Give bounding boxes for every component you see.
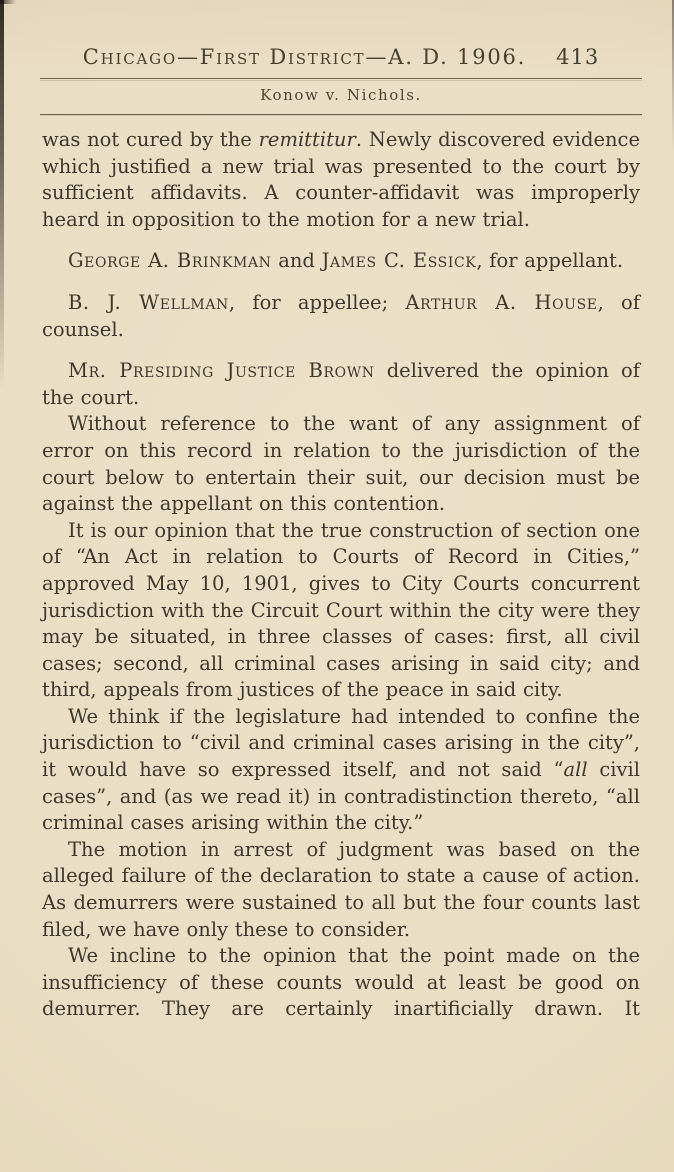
text-segment-normal: . Newly discovered evidence which justified a new trial was presented to the court by sufficient affidavits. A counter-affidavit was improperly heard in opposition to the motion for a new trial. xyxy=(42,128,640,231)
opinion-attribution-paragraph xyxy=(42,358,640,411)
opinion-body-text xyxy=(42,127,640,1023)
header-page-number: 413 xyxy=(556,45,600,69)
running-head-case-name: Konow v. Nichols. xyxy=(260,86,422,104)
syllabus-continuation-paragraph xyxy=(42,127,640,233)
text-segment-smallcaps: Arthur A. House xyxy=(405,290,598,314)
text-segment-normal: , for appellant. xyxy=(476,249,624,273)
appellee-counsel-paragraph xyxy=(42,290,640,343)
opinion-paragraph-2 xyxy=(42,518,640,704)
header-rule-bottom xyxy=(40,114,642,115)
text-segment-normal: , for appellee; xyxy=(228,290,406,314)
text-segment-normal: was not cured by the xyxy=(42,128,259,151)
text-segment-normal: We think if the legislature had intended to confine the jurisdiction to “civil and criminal cases arising in the city”, it would have so expressed itself, and not said “ xyxy=(42,704,640,782)
text-segment-smallcaps: Mr. Presiding Justice Brown xyxy=(68,359,375,383)
scan-gutter-shadow-left xyxy=(0,0,4,390)
opinion-paragraph-5 xyxy=(42,943,640,1023)
text-segment-italic: remittitur xyxy=(258,128,356,151)
text-segment-normal: Without reference to the want of any assignment of error on this record in relation to the jurisdiction of the court below to entertain their suit, our decision must be against the appellant on this contention. xyxy=(42,412,640,516)
text-segment-normal: It is our opinion that the true construction of section one of “An Act in relation to Courts of Record in Cities,” approved May 10, 1901, gives to City Courts concurrent jurisdiction with the Circuit Court within the city were they may be situated, in three classes of cases: first, all civil cases; second, all criminal cases arising in said city; and third, appeals from justices of the peace in said city. xyxy=(42,518,640,702)
scan-gutter-shadow-top xyxy=(0,0,16,4)
text-segment-normal: and xyxy=(271,249,322,273)
text-segment-normal: We incline to the opinion that the point made on the insufficiency of these counts would at least be good on demurrer. They are certainly inartificially drawn. It xyxy=(42,944,640,1021)
header-rule-top xyxy=(40,78,642,79)
text-segment-smallcaps: James C. Essick xyxy=(321,249,477,273)
text-segment-smallcaps: George A. Brinkman xyxy=(68,249,272,273)
text-segment-normal: civil cases”, and (as we read it) in contradistinction thereto, “all criminal cases arising within the city.” xyxy=(42,758,640,835)
appellant-counsel-paragraph xyxy=(42,248,640,275)
opinion-paragraph-1 xyxy=(42,411,640,517)
opinion-paragraph-4 xyxy=(42,837,640,943)
opinion-paragraph-3 xyxy=(42,704,640,837)
text-segment-italic: all xyxy=(563,758,588,782)
page-header xyxy=(40,45,642,69)
text-segment-normal: delivered the opinion of the court. xyxy=(42,359,640,409)
text-segment-normal: The motion in arrest of judgment was based on the alleged failure of the declaration to state a cause of action. As demurrers were sustained to all but the four counts last filed, we have only these to consider. xyxy=(42,837,640,941)
header-court-title: Chicago—First District—A. D. 1906. xyxy=(82,45,527,69)
text-segment-smallcaps: B. J. Wellman xyxy=(68,290,229,314)
text-segment-normal: , of counsel. xyxy=(42,290,640,341)
